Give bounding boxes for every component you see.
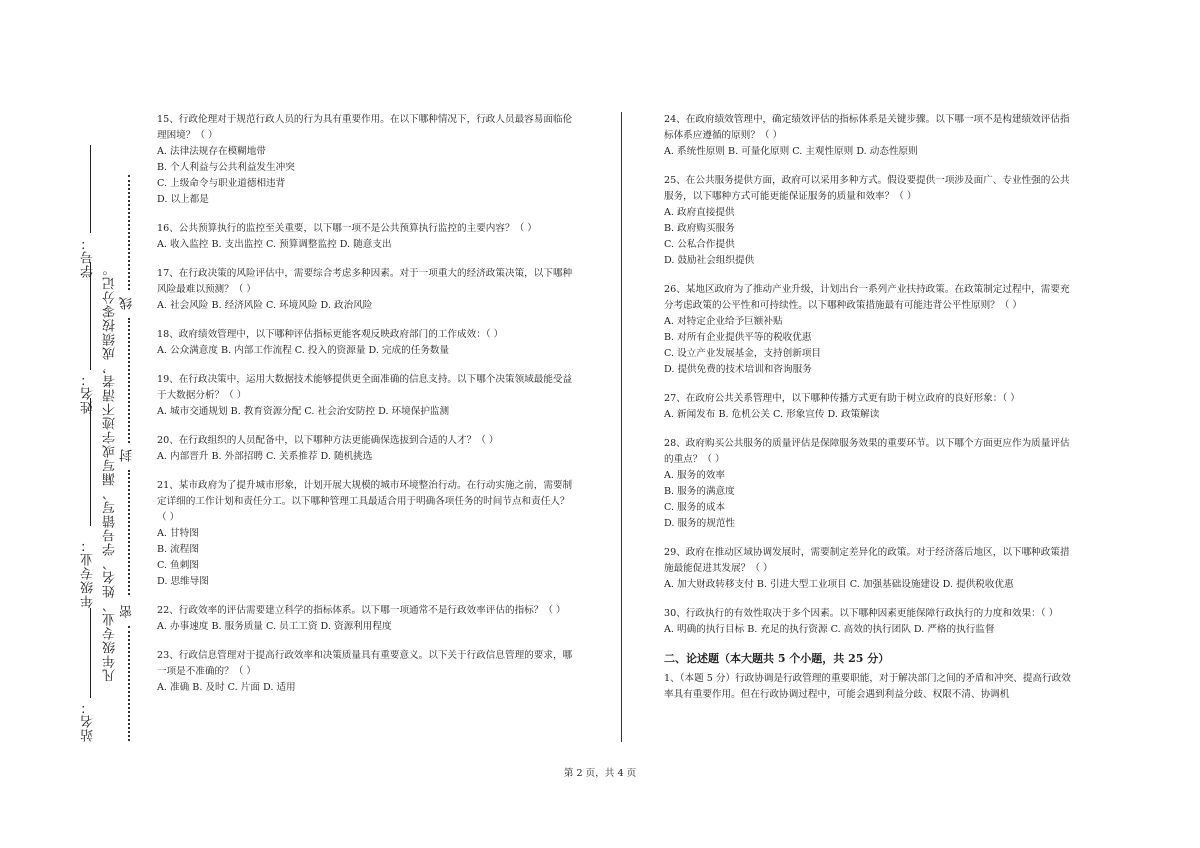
question-option: A. 城市交通规划 B. 教育资源分配 C. 社会治安防控 D. 环境保护监测: [157, 406, 450, 417]
question-option: A. 甘特图: [157, 528, 199, 539]
question-option: B. 流程图: [157, 544, 199, 555]
grade-line: [90, 398, 91, 526]
question-option: D. 以上都是: [157, 194, 209, 205]
question-option: A. 办事速度 B. 服务质量 C. 员工工资 D. 资源利用程度: [157, 621, 392, 632]
question-item: [157, 433, 575, 465]
question-option: A. 服务的效率: [664, 470, 725, 481]
question-stem: 15、行政伦理对于规范行政人员的行为具有重要作用。在以下哪种情况下，行政人员最容易面临伦理困境？（ ）: [157, 114, 573, 141]
question-option: A. 系统性原则 B. 可量化原则 C. 主观性原则 D. 动态性原则: [664, 146, 918, 157]
question-option: A. 社会风险 B. 经济风险 C. 环境风险 D. 政治风险: [157, 300, 373, 311]
question-item: [157, 603, 575, 635]
question-item: [157, 478, 575, 590]
question-stem: 23、行政信息管理对于提高行政效率和决策质量具有重要意义。以下关于行政信息管理的要求，哪一项是不准确的？（ ）: [157, 650, 573, 677]
question-item: [157, 266, 575, 314]
question-stem: 16、公共预算执行的监控至关重要，以下哪一项不是公共预算执行监控的主要内容？（ ）: [157, 223, 537, 234]
question-stem: 19、在行政决策中，运用大数据技术能够提供更全面准确的信息支持。以下哪个决策领域最能受益于大数据分析？（ ）: [157, 374, 573, 401]
question-stem: 28、政府购买公共服务的质量评估是保障服务效果的重要环节。以下哪个方面更应作为质量评估的重点？（ ）: [664, 438, 1070, 465]
name-label: 姓名：: [81, 372, 96, 414]
question-option: A. 对特定企业给予巨额补贴: [664, 316, 783, 327]
question-item: [664, 606, 1078, 638]
question-item: [157, 221, 575, 253]
warning-text: 凡年级专业、姓名、学号错写、漏写或字迹不清者，成绩按零分记。: [103, 262, 118, 682]
question-item: [157, 327, 575, 359]
name-line: [90, 262, 91, 370]
question-option: B. 个人利益与公共利益发生冲突: [157, 162, 295, 173]
question-item: [157, 112, 575, 208]
question-option: A. 政府直接提供: [664, 207, 735, 218]
question-stem: 26、某地区政府为了推动产业升级，计划出台一系列产业扶持政策。在政策制定过程中，需要充分考虑政策的公平性和可持续性。以下哪种政策措施最有可能违背公平性原则？（ ）: [664, 284, 1070, 311]
question-option: A. 公众满意度 B. 内部工作流程 C. 投入的资源量 D. 完成的任务数量: [157, 345, 450, 356]
right-question-column: [664, 112, 1078, 703]
question-option: B. 对所有企业提供平等的税收优惠: [664, 332, 812, 343]
seal-dots-mid1: [128, 318, 130, 443]
question-option: B. 服务的满意度: [664, 486, 735, 497]
essay-question-1: 1、（本题 5 分）行政协调是行政管理的重要职能，对于解决部门之间的矛盾和冲突、提高行政效率具有重要作用。但在行政协调过程中，可能会遇到利益分歧、权限不清、协调机: [664, 673, 1071, 700]
seal-dots-bottom: [128, 626, 130, 741]
seal-dots-mid2: [128, 470, 130, 595]
section-2-title: 二、论述题（本大题共 5 个小题，共 25 分）: [664, 652, 890, 665]
question-stem: 20、在行政组织的人员配备中，以下哪种方法更能确保选拔到合适的人才？（ ）: [157, 435, 499, 446]
question-stem: 29、政府在推动区域协调发展时，需要制定差异化的政策。对于经济落后地区，以下哪种政策措施最能促进其发展？（ ）: [664, 547, 1070, 574]
grade-label: 年级专业：: [81, 538, 96, 608]
question-option: D. 思维导图: [157, 576, 209, 587]
question-option: C. 服务的成本: [664, 502, 726, 513]
question-stem: 17、在行政决策的风险评估中，需要综合考虑多种因素。对于一项重大的经济政策决策，以下哪种风险最难以预测？（ ）: [157, 268, 573, 295]
student-id-label: 学号：: [81, 236, 96, 278]
question-stem: 30、行政执行的有效性取决于多个因素。以下哪种因素更能保障行政执行的力度和效果：（ ）: [664, 608, 1059, 619]
question-option: A. 明确的执行目标 B. 充足的执行资源 C. 高效的执行团队 D. 严格的执行监督: [664, 624, 995, 635]
question-option: A. 准确 B. 及时 C. 片面 D. 适用: [157, 682, 296, 693]
question-option: A. 内部晋升 B. 外部招聘 C. 关系推荐 D. 随机挑选: [157, 451, 373, 462]
student-id-line: [90, 145, 91, 233]
question-item: [664, 436, 1078, 532]
question-item: [664, 545, 1078, 593]
seal-xian: 线: [120, 296, 135, 310]
left-question-column: [157, 112, 575, 709]
page-footer: 第 2 页，共 4 页: [563, 768, 637, 779]
question-option: C. 公私合作提供: [664, 239, 735, 250]
question-item: [157, 372, 575, 420]
question-stem: 24、在政府绩效管理中，确定绩效评估的指标体系是关键步骤。以下哪一项不是构建绩效评估指标体系应遵循的原则？（ ）: [664, 114, 1070, 141]
question-option: C. 上级命令与职业道德相违背: [157, 178, 286, 189]
question-option: C. 鱼刺图: [157, 560, 199, 571]
question-option: B. 政府购买服务: [664, 223, 735, 234]
question-item: [157, 648, 575, 696]
question-option: C. 设立产业发展基金，支持创新项目: [664, 348, 822, 359]
seal-mi: 密: [120, 604, 135, 618]
question-option: D. 鼓励社会组织提供: [664, 255, 755, 266]
question-item: [664, 112, 1078, 160]
right-questions: [664, 112, 1078, 638]
site-label: 站名：: [81, 700, 96, 742]
question-option: A. 收入监控 B. 支出监控 C. 预算调整监控 D. 随意支出: [157, 239, 392, 250]
seal-feng: 封: [120, 448, 135, 462]
question-option: D. 服务的规范性: [664, 518, 736, 529]
question-option: A. 法律法规存在模糊地带: [157, 146, 266, 157]
column-divider: [621, 112, 622, 742]
question-option: A. 加大财政转移支付 B. 引进大型工业项目 C. 加强基础设施建设 D. 提供税收优惠: [664, 579, 1014, 590]
question-stem: 25、在公共服务提供方面，政府可以采用多种方式。假设要提供一项涉及面广、专业性强的公共服务，以下哪种方式可能更能保证服务的质量和效率？（ ）: [664, 175, 1070, 202]
question-item: [664, 282, 1078, 378]
seal-dots-top: [128, 175, 130, 290]
question-stem: 18、政府绩效管理中，以下哪种评估指标更能客观反映政府部门的工作成效：（ ）: [157, 329, 504, 340]
question-stem: 27、在政府公共关系管理中，以下哪种传播方式更有助于树立政府的良好形象：（ ）: [664, 393, 1020, 404]
question-item: [664, 391, 1078, 423]
question-item: [664, 173, 1078, 269]
question-stem: 21、某市政府为了提升城市形象，计划开展大规模的城市环境整治行动。在行动实施之前，需要制定详细的工作计划和责任分工。以下哪种管理工具最适合用于明确各项任务的时间节点和责任人？（ ）: [157, 480, 573, 523]
question-stem: 22、行政效率的评估需要建立科学的指标体系。以下哪一项通常不是行政效率评估的指标？（ ）: [157, 605, 566, 616]
question-option: D. 提供免费的技术培训和咨询服务: [664, 364, 812, 375]
site-line: [90, 608, 91, 698]
question-option: A. 新闻发布 B. 危机公关 C. 形象宣传 D. 政策解读: [664, 409, 880, 420]
